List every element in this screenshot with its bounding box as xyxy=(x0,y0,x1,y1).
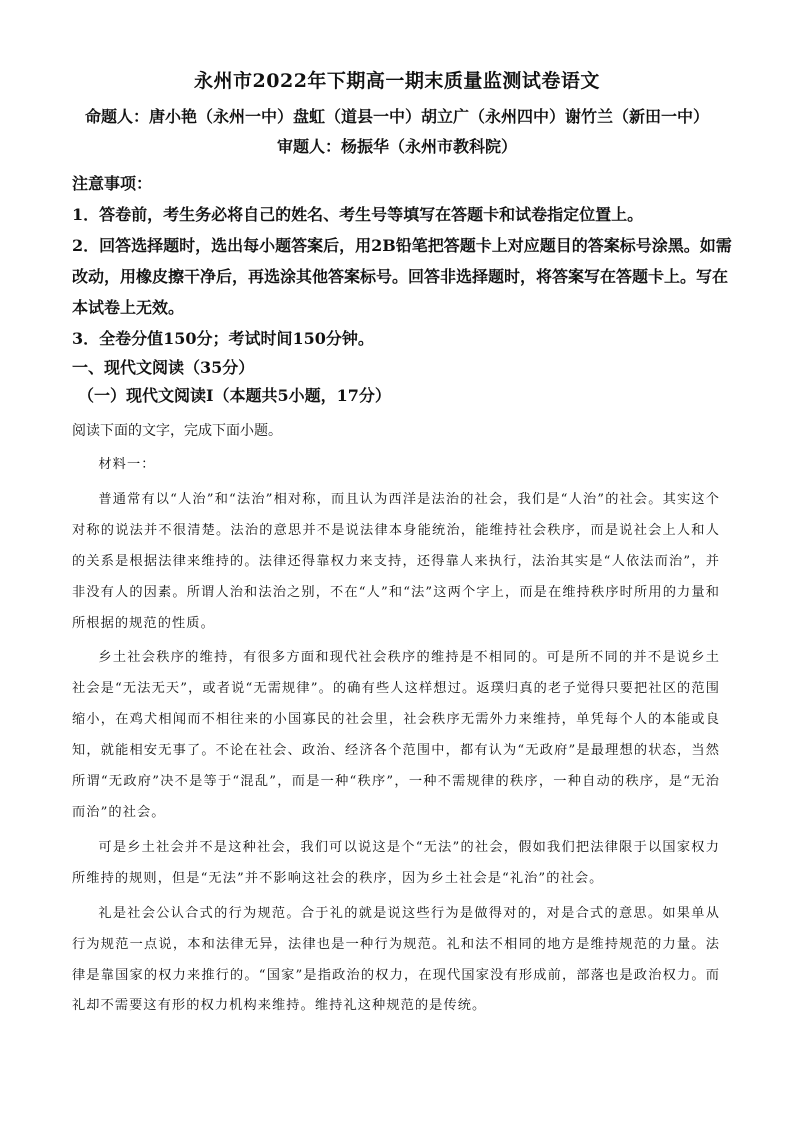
reading-passage xyxy=(72,450,720,1022)
section-header xyxy=(72,354,732,410)
section-title: 一、现代文阅读（35分） xyxy=(72,358,255,377)
exam-notes xyxy=(72,168,732,354)
note-item-2: 2．回答选择题时，选出每小题答案后，用2B铅笔把答题卡上对应题目的答案标号涂黑。如需改动，用橡皮擦干净后，再选涂其他答案标号。回答非选择题时，将答案写在答题卡上。写在本试卷上无效。 xyxy=(72,236,732,317)
passage-paragraph-3: 可是乡土社会并不是这种社会，我们可以说这是个“无法”的社会，假如我们把法律限于以国家权力所维持的规则，但是“无法”并不影响这社会的秩序，因为乡土社会是“礼治”的社会。 xyxy=(72,839,720,886)
passage-paragraph-4: 礼是社会公认合式的行为规范。合于礼的就是说这些行为是做得对的，对是合式的意思。如果单从行为规范一点说，本和法律无异，法律也是一种行为规范。礼和法不相同的地方是维持规范的力量。法律是靠国家的权力来推行的。“国家”是指政治的权力，在现代国家没有形成前，部落也是政治权力。而礼却不需要这有形的权力机构来维持。维持礼这种规范的是传统。 xyxy=(72,905,720,1014)
question-reviewer: 审题人：杨振华（永州市教科院） xyxy=(276,137,517,156)
note-item-3: 3．全卷分值150分；考试时间150分钟。 xyxy=(72,329,374,348)
exam-title: 永州市2022年下期高一期末质量监测试卷语文 xyxy=(194,70,600,92)
material-label: 材料一： xyxy=(98,457,156,472)
reading-instruction: 阅读下面的文字，完成下面小题。 xyxy=(72,423,282,439)
passage-paragraph-2: 乡土社会秩序的维持，有很多方面和现代社会秩序的维持是不相同的。可是所不同的并不是说乡土社会是“无法无天”，或者说“无需规律”。的确有些人这样想过。返璞归真的老子觉得只要把社区的范围缩小，在鸡犬相闻而不相往来的小国寡民的社会里，社会秩序无需外力来维持，单凭每个人的本能或良知，就能相安无事了。不论在社会、政治、经济各个范围中，都有认为“无政府”是最理想的状态，当然所谓“无政府”决不是等于“混乱”，而是一种“秩序”，一种不需规律的秩序，一种自动的秩序，是“无治而治”的社会。 xyxy=(72,650,720,820)
notes-heading: 注意事项： xyxy=(72,174,153,193)
passage-paragraph-1: 普通常有以“人治”和“法治”相对称，而且认为西洋是法治的社会，我们是“人治”的社会。其实这个对称的说法并不很清楚。法治的意思并不是说法律本身能统治，能维持社会秩序，而是说社会上人和人的关系是根据法律来维持的。法律还得靠权力来支持，还得靠人来执行，法治其实是“人依法而治”，并非没有人的因素。所谓人治和法治之别，不在“人”和“法”这两个字上，而是在维持秩序时所用的力量和所根据的规范的性质。 xyxy=(72,491,720,631)
question-setters: 命题人：唐小艳（永州一中）盘虹（道县一中）胡立广（永州四中）谢竹兰（新田一中） xyxy=(84,107,709,126)
section-subtitle: （一）现代文阅读Ⅰ（本题共5小题，17分） xyxy=(78,386,391,405)
note-item-1: 1．答卷前，考生务必将自己的姓名、考生号等填写在答题卡和试卷指定位置上。 xyxy=(72,205,644,224)
